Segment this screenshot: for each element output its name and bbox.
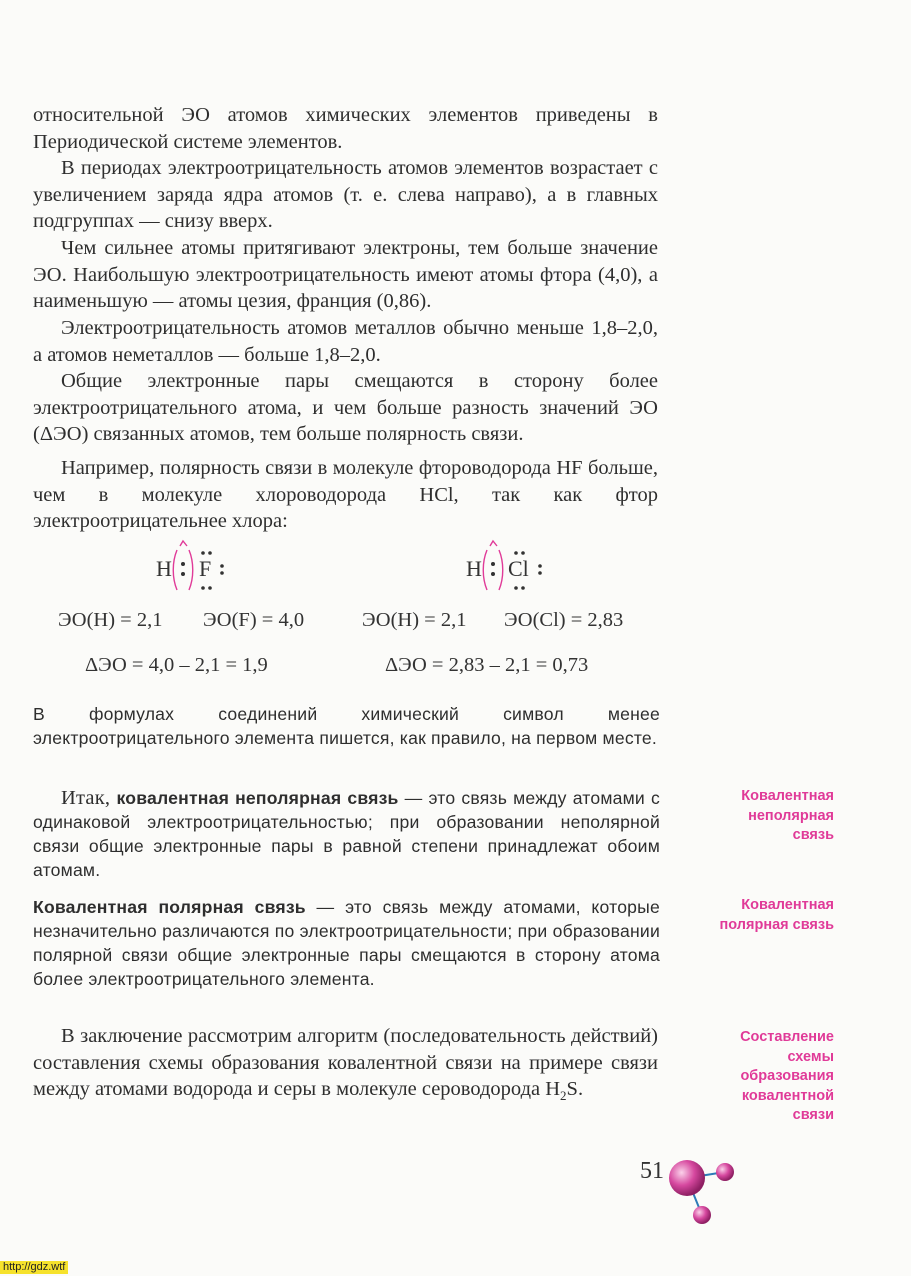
margin-note-polar: [684, 896, 834, 935]
hcl-atom-h: H: [466, 556, 482, 581]
formula-delta-hf: ΔЭО = 4,0 – 2,1 = 1,9: [85, 654, 268, 676]
paragraph-shift: Общие электронные пары смещаются в сторону более электроотрицательного атома, и чем больше разность значений ЭО (ΔЭО) связанных атомов, тем больше полярность связи.: [33, 370, 658, 446]
definition-nonpolar-lead: Итак,: [61, 787, 117, 809]
margin-note-scheme-line3: образования: [740, 1068, 834, 1084]
paragraph-conclusion: [33, 1023, 658, 1110]
hf-electron-dots-icon: [150, 540, 240, 600]
conclusion-tail: S.: [566, 1078, 584, 1101]
watermark-link[interactable]: http://gdz.wtf: [0, 1261, 68, 1274]
margin-note-scheme-line2: схемы: [787, 1048, 834, 1065]
paragraph-rule: В формулах соединений химический символ менее электроотрицательного элемента пишется, как правило, на первом месте.: [33, 704, 660, 748]
paragraph-attraction: Чем сильнее атомы притягивают электроны, тем больше значение ЭО. Наибольшую электроотрицательность имеют атомы фтора (4,0), а наименьшую — атомы цезия, франция (0,86).: [33, 237, 658, 313]
molecule-decoration-icon: [665, 1150, 745, 1230]
paragraph-periods: В периодах электроотрицательность атомов элементов возрастает с увеличением заряда ядра атомов (т. е. слева направо), а в главных подгруппах — снизу вверх.: [33, 157, 658, 233]
definition-polar-text: — это связь между атомами, которые незначительно различаются по электроотрицательности; при образовании полярной связи общие электронные пары смещаются в сторону атома более электроотрицательного элемента.: [33, 897, 660, 989]
paragraph-intro: относительной ЭО атомов химических элементов приведены в Периодической системе элементов.: [33, 104, 658, 153]
formula-eo-h-left: ЭО(H) = 2,1: [58, 609, 163, 631]
hf-atom-h: H: [156, 556, 172, 581]
margin-note-nonpolar-line2: неполярная: [748, 807, 834, 824]
conclusion-subscript: 2: [560, 1088, 567, 1104]
formula-eo-f: ЭО(F) = 4,0: [203, 609, 305, 631]
definition-polar: [33, 895, 660, 991]
margin-note-nonpolar-line1: Ковалентная: [741, 788, 834, 804]
formula-delta-hcl: ΔЭО = 2,83 – 2,1 = 0,73: [385, 654, 589, 676]
margin-note-polar-line1: Ковалентная: [741, 897, 834, 913]
formula-eo-cl: ЭО(Cl) = 2,83: [504, 609, 624, 631]
margin-note-nonpolar-line3: связь: [792, 827, 834, 843]
margin-note-scheme: [684, 1028, 834, 1126]
hcl-electron-dots-icon: [460, 540, 560, 600]
margin-note-scheme-line1: Составление: [740, 1029, 834, 1045]
definition-nonpolar-term: ковалентная неполярная связь: [116, 788, 399, 808]
hf-atom-f: F: [199, 556, 212, 581]
definition-polar-term: Ковалентная полярная связь: [33, 897, 306, 917]
formula-eo-h-right: ЭО(H) = 2,1: [362, 609, 467, 631]
margin-note-nonpolar: [684, 787, 834, 846]
page-number: 51: [640, 1158, 664, 1184]
definition-nonpolar: [33, 786, 660, 882]
definition-nonpolar-text: — это связь между атомами с одинаковой электроотрицательностью; при образовании неполярной связи общие электронные пары в равной степени принадлежат обоим атомам.: [33, 788, 660, 880]
margin-note-scheme-line4: ковалентной: [741, 1087, 834, 1104]
margin-note-scheme-line5: связи: [792, 1107, 834, 1123]
hcl-atom-cl: Cl: [508, 556, 529, 581]
paragraph-metals: Электроотрицательность атомов металлов обычно меньше 1,8–2,0, а атомов неметаллов — больше 1,8–2,0.: [33, 317, 658, 366]
conclusion-text: В заключение рассмотрим алгоритм (последовательность действий) составления схемы образования ковалентной связи на примере связи между атомами водорода и серы в молекуле сероводорода H: [33, 1025, 658, 1101]
margin-note-polar-line2: полярная связь: [719, 916, 834, 933]
paragraph-example: Например, полярность связи в молекуле фтороводорода HF больше, чем в молекуле хлороводорода HCl, так как фтор электроотрицательнее хлора:: [33, 457, 658, 533]
